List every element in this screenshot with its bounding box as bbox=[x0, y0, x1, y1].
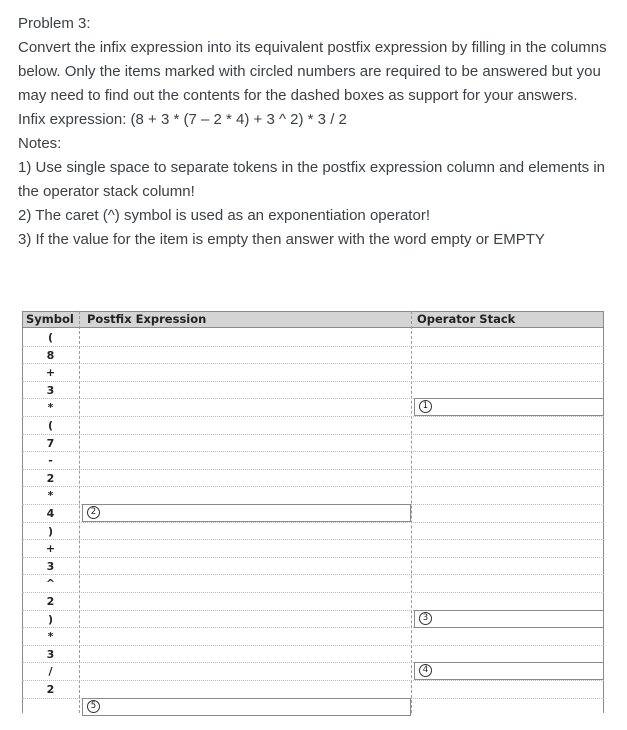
problem-statement bbox=[18, 12, 618, 252]
circled-number-icon: 3 bbox=[419, 612, 432, 625]
answer-box-2[interactable] bbox=[82, 504, 411, 522]
symbol-cell: * bbox=[47, 401, 54, 415]
symbol-cell: * bbox=[47, 630, 54, 644]
symbol-cell: 2 bbox=[46, 595, 55, 608]
symbol-cell: 3 bbox=[46, 647, 55, 661]
answer-box-1[interactable] bbox=[414, 398, 604, 416]
symbol-cell: + bbox=[45, 366, 56, 380]
header-postfix: Postfix Expression bbox=[87, 312, 207, 326]
symbol-cell: 7 bbox=[46, 436, 55, 450]
table-row bbox=[22, 470, 604, 488]
symbol-cell: 3 bbox=[46, 383, 55, 397]
table-row bbox=[22, 487, 604, 505]
header-operator-stack: Operator Stack bbox=[417, 312, 516, 326]
notes-title: Notes: bbox=[18, 135, 62, 152]
symbol-cell: * bbox=[47, 489, 54, 503]
symbol-cell: 4 bbox=[46, 507, 55, 520]
symbol-cell: - bbox=[48, 454, 53, 468]
note-1: 1) Use single space to separate tokens in the postfix expression column and elements in the operator stack column! bbox=[18, 159, 605, 200]
problem-instruction: Convert the infix expression into its equivalent postfix expression by filling in the columns below. Only the items marked with circled numbers are required to be answered but you may need to find out the contents for the dashed boxes as support for your answers. bbox=[18, 39, 607, 104]
symbol-cell: + bbox=[45, 542, 56, 556]
table-row bbox=[22, 382, 604, 400]
answer-box-3[interactable] bbox=[414, 610, 604, 628]
symbol-cell: ( bbox=[47, 419, 54, 432]
symbol-cell: 2 bbox=[46, 471, 55, 485]
table-row bbox=[22, 628, 604, 646]
table-row bbox=[22, 646, 604, 664]
table-row bbox=[22, 417, 604, 435]
table-row bbox=[22, 347, 604, 365]
symbol-cell: 3 bbox=[46, 559, 55, 573]
circled-number-icon: 5 bbox=[87, 700, 100, 713]
circled-number-icon: 2 bbox=[87, 506, 100, 519]
table-header bbox=[22, 311, 604, 328]
symbol-cell: ( bbox=[47, 331, 54, 344]
symbol-cell: ^ bbox=[45, 577, 56, 591]
symbol-cell: ) bbox=[47, 612, 54, 626]
table-row bbox=[22, 435, 604, 453]
answer-box-4[interactable] bbox=[414, 662, 604, 680]
table-row bbox=[22, 364, 604, 382]
problem-title: Problem 3: bbox=[18, 15, 91, 32]
note-3: 3) If the value for the item is empty then answer with the word empty or EMPTY bbox=[18, 231, 545, 248]
symbol-cell: 8 bbox=[46, 348, 55, 362]
circled-number-icon: 1 bbox=[419, 400, 432, 413]
symbol-cell: / bbox=[48, 665, 53, 679]
table-row bbox=[22, 681, 604, 699]
table-row bbox=[22, 540, 604, 558]
symbol-cell: ) bbox=[47, 524, 54, 538]
table-row bbox=[22, 452, 604, 470]
circled-number-icon: 4 bbox=[419, 664, 432, 677]
table-row bbox=[22, 575, 604, 593]
table-row bbox=[22, 329, 604, 347]
table-row bbox=[22, 593, 604, 611]
header-symbol: Symbol bbox=[26, 312, 74, 326]
answer-box-5[interactable] bbox=[82, 698, 411, 716]
table-row bbox=[22, 558, 604, 576]
symbol-cell: 2 bbox=[46, 683, 55, 696]
table-row bbox=[22, 523, 604, 541]
note-2: 2) The caret (^) symbol is used as an exponentiation operator! bbox=[18, 207, 430, 224]
infix-expression: Infix expression: (8 + 3 * (7 – 2 * 4) + 3 ^ 2) * 3 / 2 bbox=[18, 111, 347, 128]
